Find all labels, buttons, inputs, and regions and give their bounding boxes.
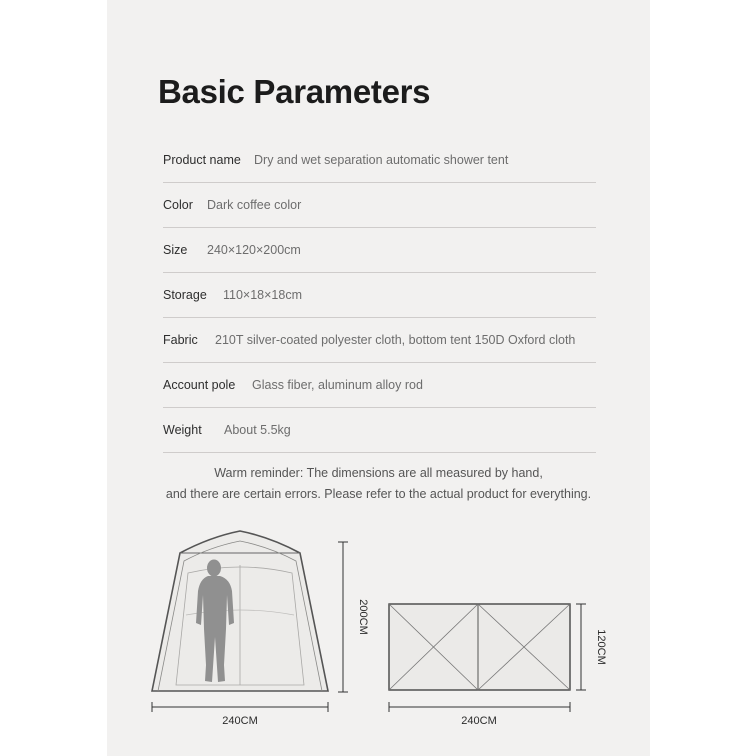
front-width-dimension [152,702,328,727]
param-row-account-pole [163,363,596,408]
front-height-dimension [338,542,369,692]
param-label: Fabric [163,333,198,347]
param-row-storage [163,273,596,318]
tent-diagram [140,525,620,740]
param-value: About 5.5kg [224,423,291,437]
param-value: 210T silver-coated polyester cloth, bottom tent 150D Oxford cloth [215,333,576,347]
param-value: Glass fiber, aluminum alloy rod [252,378,423,392]
page-title: Basic Parameters [158,73,431,110]
param-label: Weight [163,423,202,437]
param-value: 240×120×200cm [207,243,301,257]
param-row-fabric [163,318,596,363]
param-row-weight [163,408,596,453]
param-label: Size [163,243,188,257]
top-depth-label: 120CM [595,629,607,665]
reminder-line-1: Warm reminder: The dimensions are all measured by hand, [214,466,543,480]
param-label: Account pole [163,378,236,392]
front-width-label: 240CM [222,715,258,727]
tent-top-view [389,604,570,690]
param-row-color [163,183,596,228]
param-row-size [163,228,596,273]
reminder-line-2: and there are certain errors. Please refer to the actual product for everything. [165,487,592,501]
front-height-label: 200CM [357,599,369,635]
param-label: Storage [163,288,207,302]
param-row-product-name [163,138,596,183]
param-value: Dry and wet separation automatic shower tent [254,153,509,167]
param-label: Product name [163,153,241,167]
top-width-dimension [389,702,570,727]
tent-front-view [152,531,328,691]
param-label: Color [163,198,193,212]
top-width-label: 240CM [461,715,497,727]
param-value: 110×18×18cm [223,288,302,302]
param-value: Dark coffee color [207,198,302,212]
top-depth-dimension [576,604,607,690]
